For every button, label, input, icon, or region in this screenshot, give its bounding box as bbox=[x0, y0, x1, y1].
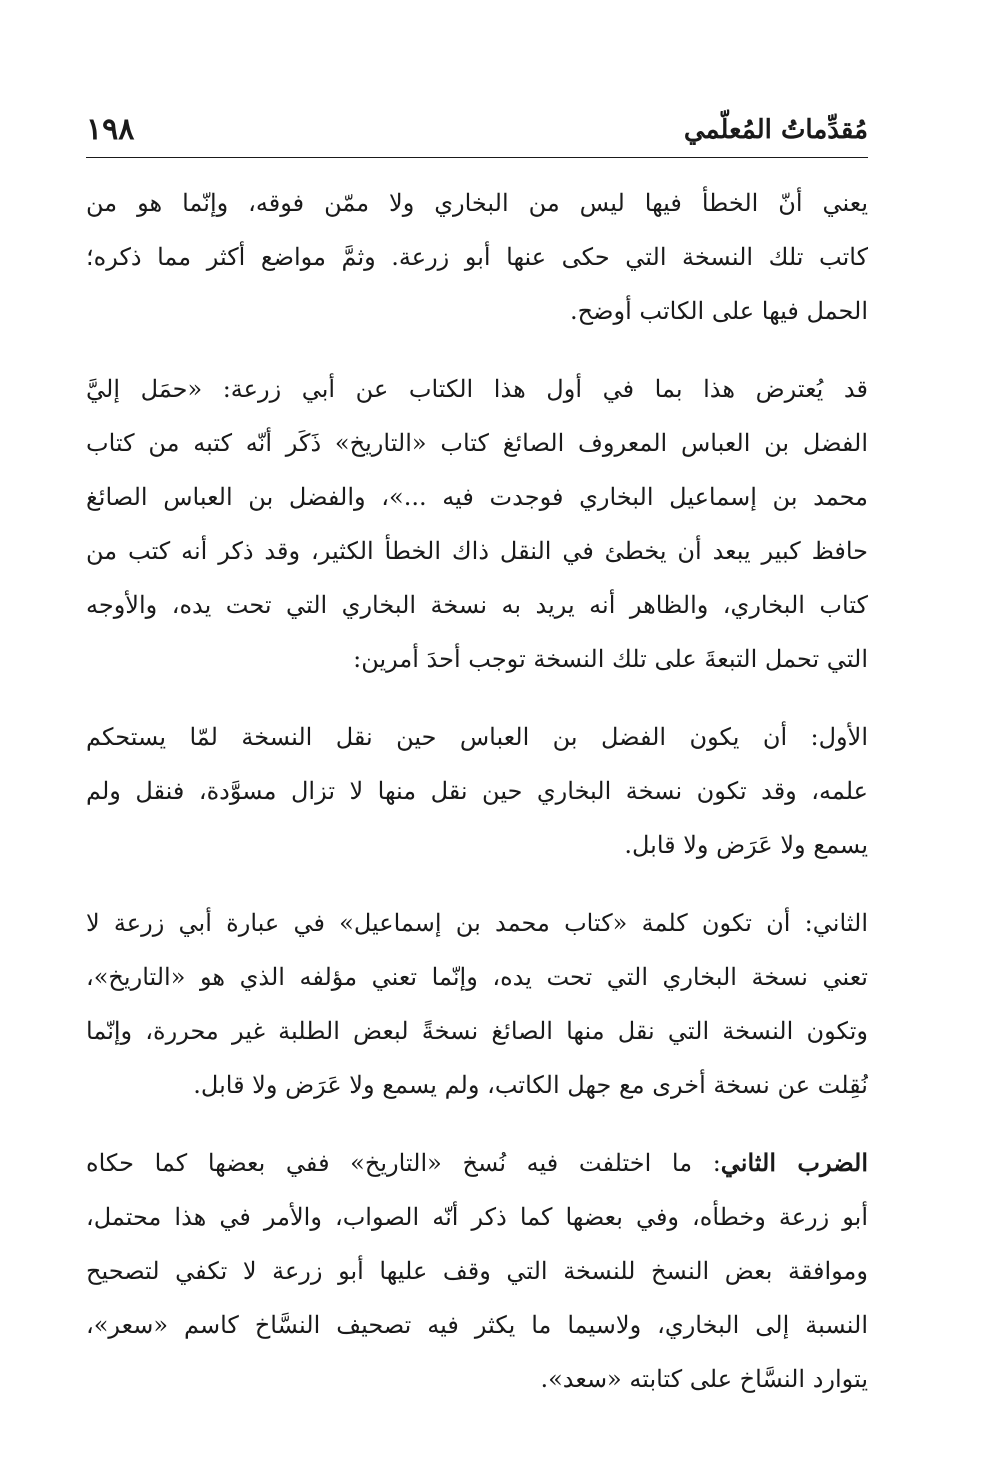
text-line: قد يُعترض هذا بما في أول هذا الكتاب عن أبي زرعة: «حمَل إليَّ bbox=[86, 375, 868, 403]
page-header bbox=[86, 110, 868, 158]
text-line: تعني نسخة البخاري التي تحت يده، وإنّما تعني مؤلفه الذي هو «التاريخ»، bbox=[86, 963, 868, 991]
paragraph-3 bbox=[86, 710, 868, 872]
paragraph-1 bbox=[86, 176, 868, 338]
running-title: مُقدِّماتُ المُعلّمي bbox=[683, 115, 868, 145]
text-line: الأول: أن يكون الفضل بن العباس حين نقل النسخة لمّا يستحكم bbox=[86, 723, 868, 751]
text-line: يتوارد النسَّاخ على كتابته «سعد». bbox=[540, 1365, 868, 1393]
text-line: أبو زرعة وخطأه، وفي بعضها كما ذكر أنّه الصواب، والأمر في هذا محتمل، bbox=[86, 1203, 868, 1231]
header-rule bbox=[86, 157, 868, 158]
text-line: الثاني: أن تكون كلمة «كتاب محمد بن إسماعيل» في عبارة أبي زرعة لا bbox=[86, 909, 868, 937]
text-run: : ما اختلفت فيه نُسخ «التاريخ» ففي بعضها كما حكاه bbox=[86, 1149, 721, 1177]
paragraph-2 bbox=[86, 362, 868, 686]
text-line: كاتب تلك النسخة التي حكى عنها أبو زرعة. وثمَّ مواضع أكثر مما ذكره؛ bbox=[86, 243, 868, 271]
text-line: التي تحمل التبعةَ على تلك النسخة توجب أحدَ أمرين: bbox=[353, 645, 868, 673]
text-line: الفضل بن العباس المعروف الصائغ كتاب «التاريخ» ذَكَر أنّه كتبه من كتاب bbox=[86, 429, 868, 457]
text-line: نُقِلت عن نسخة أخرى مع جهل الكاتب، ولم يسمع ولا عَرَض ولا قابل. bbox=[193, 1071, 868, 1099]
text-line: وتكون النسخة التي نقل منها الصائغ نسخةً لبعض الطلبة غير محررة، وإنّما bbox=[86, 1017, 868, 1045]
text-line: علمه، وقد تكون نسخة البخاري حين نقل منها لا تزال مسوَّدة، فنقل ولم bbox=[86, 777, 868, 805]
body-text bbox=[86, 176, 868, 1430]
text-line: كتاب البخاري، والظاهر أنه يريد به نسخة البخاري التي تحت يده، والأوجه bbox=[86, 591, 868, 619]
paragraph-4 bbox=[86, 896, 868, 1112]
text-line: محمد بن إسماعيل البخاري فوجدت فيه ...»، والفضل بن العباس الصائغ bbox=[86, 483, 868, 511]
text-line-first bbox=[86, 1136, 868, 1190]
section-lead: الضرب الثاني bbox=[720, 1148, 868, 1177]
paragraph-5 bbox=[86, 1136, 868, 1406]
text-line: النسبة إلى البخاري، ولاسيما ما يكثر فيه تصحيف النسَّاخ كاسم «سعر»، bbox=[86, 1311, 868, 1339]
page-number: ١٩٨ bbox=[86, 112, 135, 147]
text-line: يعني أنّ الخطأ فيها ليس من البخاري ولا ممّن فوقه، وإنّما هو من bbox=[86, 189, 868, 217]
text-line: الحمل فيها على الكاتب أوضح. bbox=[570, 297, 868, 325]
text-line: وموافقة بعض النسخ للنسخة التي وقف عليها أبو زرعة لا تكفي لتصحيح bbox=[86, 1257, 868, 1285]
text-line: حافظ كبير يبعد أن يخطئ في النقل ذاك الخطأ الكثير، وقد ذكر أنه كتب من bbox=[86, 537, 868, 565]
text-line: يسمع ولا عَرَض ولا قابل. bbox=[624, 831, 868, 859]
